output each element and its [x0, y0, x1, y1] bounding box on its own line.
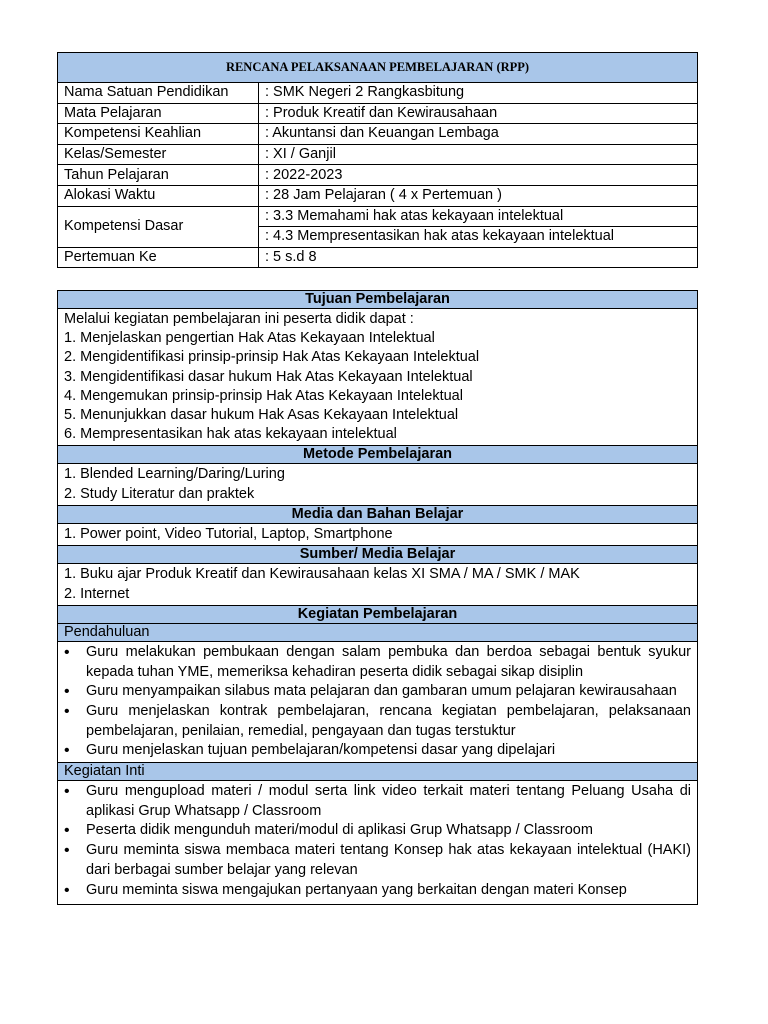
row-label: Kelas/Semester	[58, 144, 259, 165]
list-item: 4. Mengemukan prinsip-prinsip Hak Atas Kekayaan Intelektual	[64, 387, 463, 404]
row-label: Tahun Pelajaran	[58, 165, 259, 186]
row-value: : Akuntansi dan Keuangan Lembaga	[259, 124, 698, 145]
list-item: 5. Menunjukkan dasar hukum Hak Asas Kekayaan Intelektual	[64, 407, 459, 424]
list-item: • Guru menjelaskan tujuan pembelajaran/kompetensi dasar yang dipelajari	[64, 741, 691, 761]
row-value: : 2022-2023	[259, 165, 698, 186]
list-item: 6. Mempresentasikan hak atas kekayaan intelektual	[64, 426, 397, 443]
learning-plan-table	[57, 290, 698, 905]
table-row	[58, 83, 698, 104]
document-title: RENCANA PELAKSANAAN PEMBELAJARAN (RPP)	[58, 53, 698, 83]
table-row	[58, 165, 698, 186]
row-value: : SMK Negeri 2 Rangkasbitung	[259, 83, 698, 104]
metode-heading: Metode Pembelajaran	[58, 446, 698, 464]
tujuan-heading: Tujuan Pembelajaran	[58, 291, 698, 309]
list-item: 2. Mengidentifikasi prinsip-prinsip Hak Atas Kekayaan Intelektual	[64, 349, 480, 366]
inti-list	[58, 781, 698, 905]
kd-value: : 4.3 Mempresentasikan hak atas kekayaan intelektual	[259, 227, 698, 248]
list-item: • Guru menyampaikan silabus mata pelajaran dan gambaran umum pelajaran kewirausahaan	[64, 682, 691, 702]
row-label: Alokasi Waktu	[58, 185, 259, 206]
pertemuan-label: Pertemuan Ke	[58, 247, 259, 268]
kd-value: : 3.3 Memahami hak atas kekayaan intelektual	[259, 206, 698, 227]
kd-label: Kompetensi Dasar	[58, 206, 259, 247]
list-item: • Guru mengupload materi / modul serta link video terkait materi tentang Peluang Usaha di aplikasi Grup Whatsapp / Classroom	[64, 782, 691, 821]
sumber-list	[58, 564, 698, 605]
list-item: 3. Mengidentifikasi dasar hukum Hak Atas Kekayaan Intelektual	[64, 368, 473, 385]
list-item: 1. Buku ajar Produk Kreatif dan Kewirausahaan kelas XI SMA / MA / SMK / MAK	[64, 566, 580, 583]
list-item: 1. Menjelaskan pengertian Hak Atas Kekayaan Intelektual	[64, 330, 435, 347]
inti-label: Kegiatan Inti	[58, 763, 698, 781]
row-value: : Produk Kreatif dan Kewirausahaan	[259, 103, 698, 124]
table-row	[58, 247, 698, 268]
row-value: : XI / Ganjil	[259, 144, 698, 165]
list-item: 2. Study Literatur dan praktek	[64, 485, 255, 502]
kegiatan-heading: Kegiatan Pembelajaran	[58, 605, 698, 623]
list-item: 1. Blended Learning/Daring/Luring	[64, 466, 285, 483]
tujuan-list	[58, 309, 698, 446]
table-row	[58, 124, 698, 145]
identity-table	[57, 52, 698, 268]
table-row	[58, 185, 698, 206]
row-value: : 28 Jam Pelajaran ( 4 x Pertemuan )	[259, 185, 698, 206]
row-label: Mata Pelajaran	[58, 103, 259, 124]
list-item: 2. Internet	[64, 585, 130, 602]
media-heading: Media dan Bahan Belajar	[58, 505, 698, 523]
sumber-heading: Sumber/ Media Belajar	[58, 546, 698, 564]
row-label: Nama Satuan Pendidikan	[58, 83, 259, 104]
media-list	[58, 523, 698, 546]
table-row	[58, 103, 698, 124]
pertemuan-value: : 5 s.d 8	[259, 247, 698, 268]
list-item: • Guru meminta siswa mengajukan pertanyaan yang berkaitan dengan materi Konsep	[64, 881, 691, 903]
list-item: • Guru meminta siswa membaca materi tentang Konsep hak atas kekayaan intelektual (HAKI) dari berbagai sumber belajar yang relevan	[64, 841, 691, 880]
table-row	[58, 206, 698, 227]
list-item: • Peserta didik mengunduh materi/modul di aplikasi Grup Whatsapp / Classroom	[64, 821, 691, 841]
pendahuluan-label: Pendahuluan	[58, 623, 698, 641]
table-row	[58, 144, 698, 165]
pendahuluan-list	[58, 641, 698, 762]
list-item: • Guru menjelaskan kontrak pembelajaran, rencana kegiatan pembelajaran, pelaksanaan pembelajaran, penilaian, remedial, pengayaan dan tugas terstuktur	[64, 702, 691, 741]
row-label: Kompetensi Keahlian	[58, 124, 259, 145]
list-item: • Guru melakukan pembukaan dengan salam pembuka dan berdoa sebagai bentuk syukur kepada tuhan YME, memeriksa kehadiran peserta didik sebagai sikap disiplin	[64, 643, 691, 682]
metode-list	[58, 464, 698, 505]
list-item: 1. Power point, Video Tutorial, Laptop, Smartphone	[64, 526, 393, 543]
tujuan-intro: Melalui kegiatan pembelajaran ini peserta didik dapat :	[64, 311, 414, 327]
